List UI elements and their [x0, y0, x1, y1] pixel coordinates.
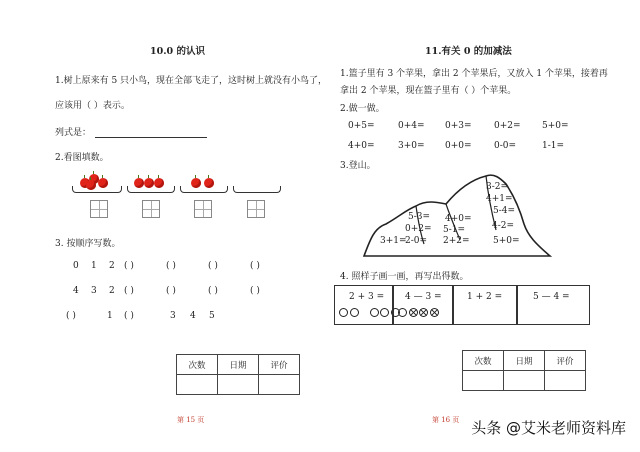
seq-blank[interactable]: ( ): [166, 286, 176, 296]
circle-icon: [350, 308, 359, 317]
mountain-equation[interactable]: 3-2=: [486, 182, 509, 192]
right-q1-line2: 拿出 2 个苹果，现在篮子里有（ ）个苹果。: [340, 86, 517, 96]
mountain-equation[interactable]: 5-4=: [493, 206, 516, 216]
seq-cell: 1: [107, 311, 113, 321]
watermark: 头条 @艾米老师资料库: [471, 419, 626, 437]
right-page-number: 第 16 页: [432, 416, 460, 424]
left-page-number: 第 15 页: [177, 416, 205, 424]
circle-icon: [339, 308, 348, 317]
draw-cell-equation: 4 — 3 =: [405, 292, 442, 302]
eval-table: [176, 354, 300, 395]
seq-blank[interactable]: ( ): [124, 311, 134, 321]
seq-blank[interactable]: ( ): [66, 311, 76, 321]
left-q3-title: 3. 按顺序写数。: [55, 239, 121, 249]
seq-cell: 2: [109, 286, 115, 296]
calc-item[interactable]: 0+0=: [445, 141, 472, 151]
apple-icon: [204, 178, 214, 188]
crossed-circle-icon: [419, 308, 428, 317]
crossed-circle-icon: [430, 308, 439, 317]
draw-cell[interactable]: [334, 285, 394, 325]
calc-item[interactable]: 5+0=: [542, 121, 569, 131]
eval-table: [462, 350, 586, 391]
apple-icon: [98, 178, 108, 188]
seq-blank[interactable]: ( ): [250, 261, 260, 271]
calc-item[interactable]: 0+4=: [398, 121, 425, 131]
mountain-equation[interactable]: 4-2=: [492, 221, 515, 231]
calc-item[interactable]: 0+5=: [348, 121, 375, 131]
eval-cell[interactable]: [463, 371, 504, 391]
formula-line: [55, 125, 207, 138]
seq-cell: 3: [170, 311, 176, 321]
mountain-equation[interactable]: 5-3=: [408, 212, 431, 222]
circle-icon: [370, 308, 379, 317]
mountain-equation[interactable]: 5-1=: [443, 225, 466, 235]
right-page: [320, 0, 640, 452]
apple-icon: [191, 178, 201, 188]
answer-box[interactable]: [90, 200, 108, 218]
answer-box[interactable]: [247, 200, 265, 218]
left-q1-line1: 1.树上原来有 5 只小鸟，现在全部飞走了，这时树上就没有小鸟了，: [55, 76, 328, 86]
apple-icon: [154, 178, 164, 188]
draw-cell-equation: 1 + 2 =: [467, 292, 503, 302]
mountain-equation[interactable]: 2+2=: [443, 236, 470, 246]
circle-icon: [398, 308, 407, 317]
mountain-equation[interactable]: 3+1=: [380, 236, 407, 246]
eval-header-date: 日期: [504, 351, 545, 371]
apple-icon: [144, 178, 154, 188]
left-q1-line2: 应该用（ ）表示。: [55, 101, 130, 111]
seq-blank[interactable]: ( ): [208, 261, 218, 271]
draw-cell[interactable]: [516, 285, 590, 325]
eval-header-count: 次数: [463, 351, 504, 371]
draw-cell[interactable]: [452, 285, 518, 325]
seq-blank[interactable]: ( ): [124, 286, 134, 296]
seq-cell: 1: [91, 261, 97, 271]
calc-item[interactable]: 4+0=: [348, 141, 375, 151]
eval-cell[interactable]: [504, 371, 545, 391]
mountain-equation[interactable]: 4+1=: [486, 194, 513, 204]
crossed-circle-icon: [409, 308, 418, 317]
answer-box[interactable]: [142, 200, 160, 218]
plate: [180, 186, 228, 193]
apple-icon: [86, 180, 96, 190]
calc-item[interactable]: 0+3=: [445, 121, 472, 131]
mountain-equation[interactable]: 5+0=: [493, 236, 520, 246]
seq-cell: 3: [91, 286, 97, 296]
seq-blank[interactable]: ( ): [124, 261, 134, 271]
seq-cell: 4: [190, 311, 196, 321]
eval-header-rating: 评价: [545, 351, 586, 371]
eval-header-count: 次数: [177, 355, 218, 375]
formula-blank[interactable]: [95, 128, 207, 138]
mountain-equation[interactable]: 0+2=: [405, 224, 432, 234]
draw-cell[interactable]: [392, 285, 454, 325]
answer-box[interactable]: [194, 200, 212, 218]
draw-cell-equation: 5 — 4 =: [533, 292, 570, 302]
right-q2-title: 2.做一做。: [340, 104, 385, 114]
calc-item[interactable]: 0-0=: [494, 141, 517, 151]
mountain-equation[interactable]: 4+0=: [445, 214, 472, 224]
calc-item[interactable]: 3+0=: [398, 141, 425, 151]
seq-cell: 2: [109, 261, 115, 271]
right-q3-title: 3.登山。: [340, 161, 376, 171]
right-q1-line1: 1.篮子里有 3 个苹果，拿出 2 个苹果后，又放入 1 个苹果，接着再: [340, 69, 608, 79]
eval-header-date: 日期: [218, 355, 259, 375]
formula-label: 列式是：: [55, 128, 92, 138]
apple-icon: [134, 178, 144, 188]
seq-blank[interactable]: ( ): [208, 286, 218, 296]
calc-item[interactable]: 1-1=: [542, 141, 565, 151]
seq-blank[interactable]: ( ): [250, 286, 260, 296]
eval-cell[interactable]: [177, 375, 218, 395]
draw-cell-equation: 2 + 3 =: [349, 292, 385, 302]
plate: [233, 186, 281, 193]
eval-cell[interactable]: [545, 371, 586, 391]
seq-cell: 0: [73, 261, 79, 271]
circle-row: [398, 308, 440, 320]
seq-blank[interactable]: ( ): [166, 261, 176, 271]
seq-cell: 5: [209, 311, 215, 321]
eval-cell[interactable]: [259, 375, 300, 395]
right-lesson-title: 11.有关 0 的加减法: [425, 46, 512, 57]
seq-cell: 4: [73, 286, 79, 296]
right-q4-title: 4. 照样子画一画，再写出得数。: [340, 272, 469, 282]
eval-header-rating: 评价: [259, 355, 300, 375]
left-q2-title: 2.看图填数。: [55, 153, 109, 163]
calc-item[interactable]: 0+2=: [494, 121, 521, 131]
circle-icon: [380, 308, 389, 317]
mountain-equation[interactable]: 2-0=: [405, 236, 428, 246]
plate: [72, 186, 122, 193]
eval-cell[interactable]: [218, 375, 259, 395]
left-lesson-title: 10.0 的认识: [150, 46, 205, 57]
